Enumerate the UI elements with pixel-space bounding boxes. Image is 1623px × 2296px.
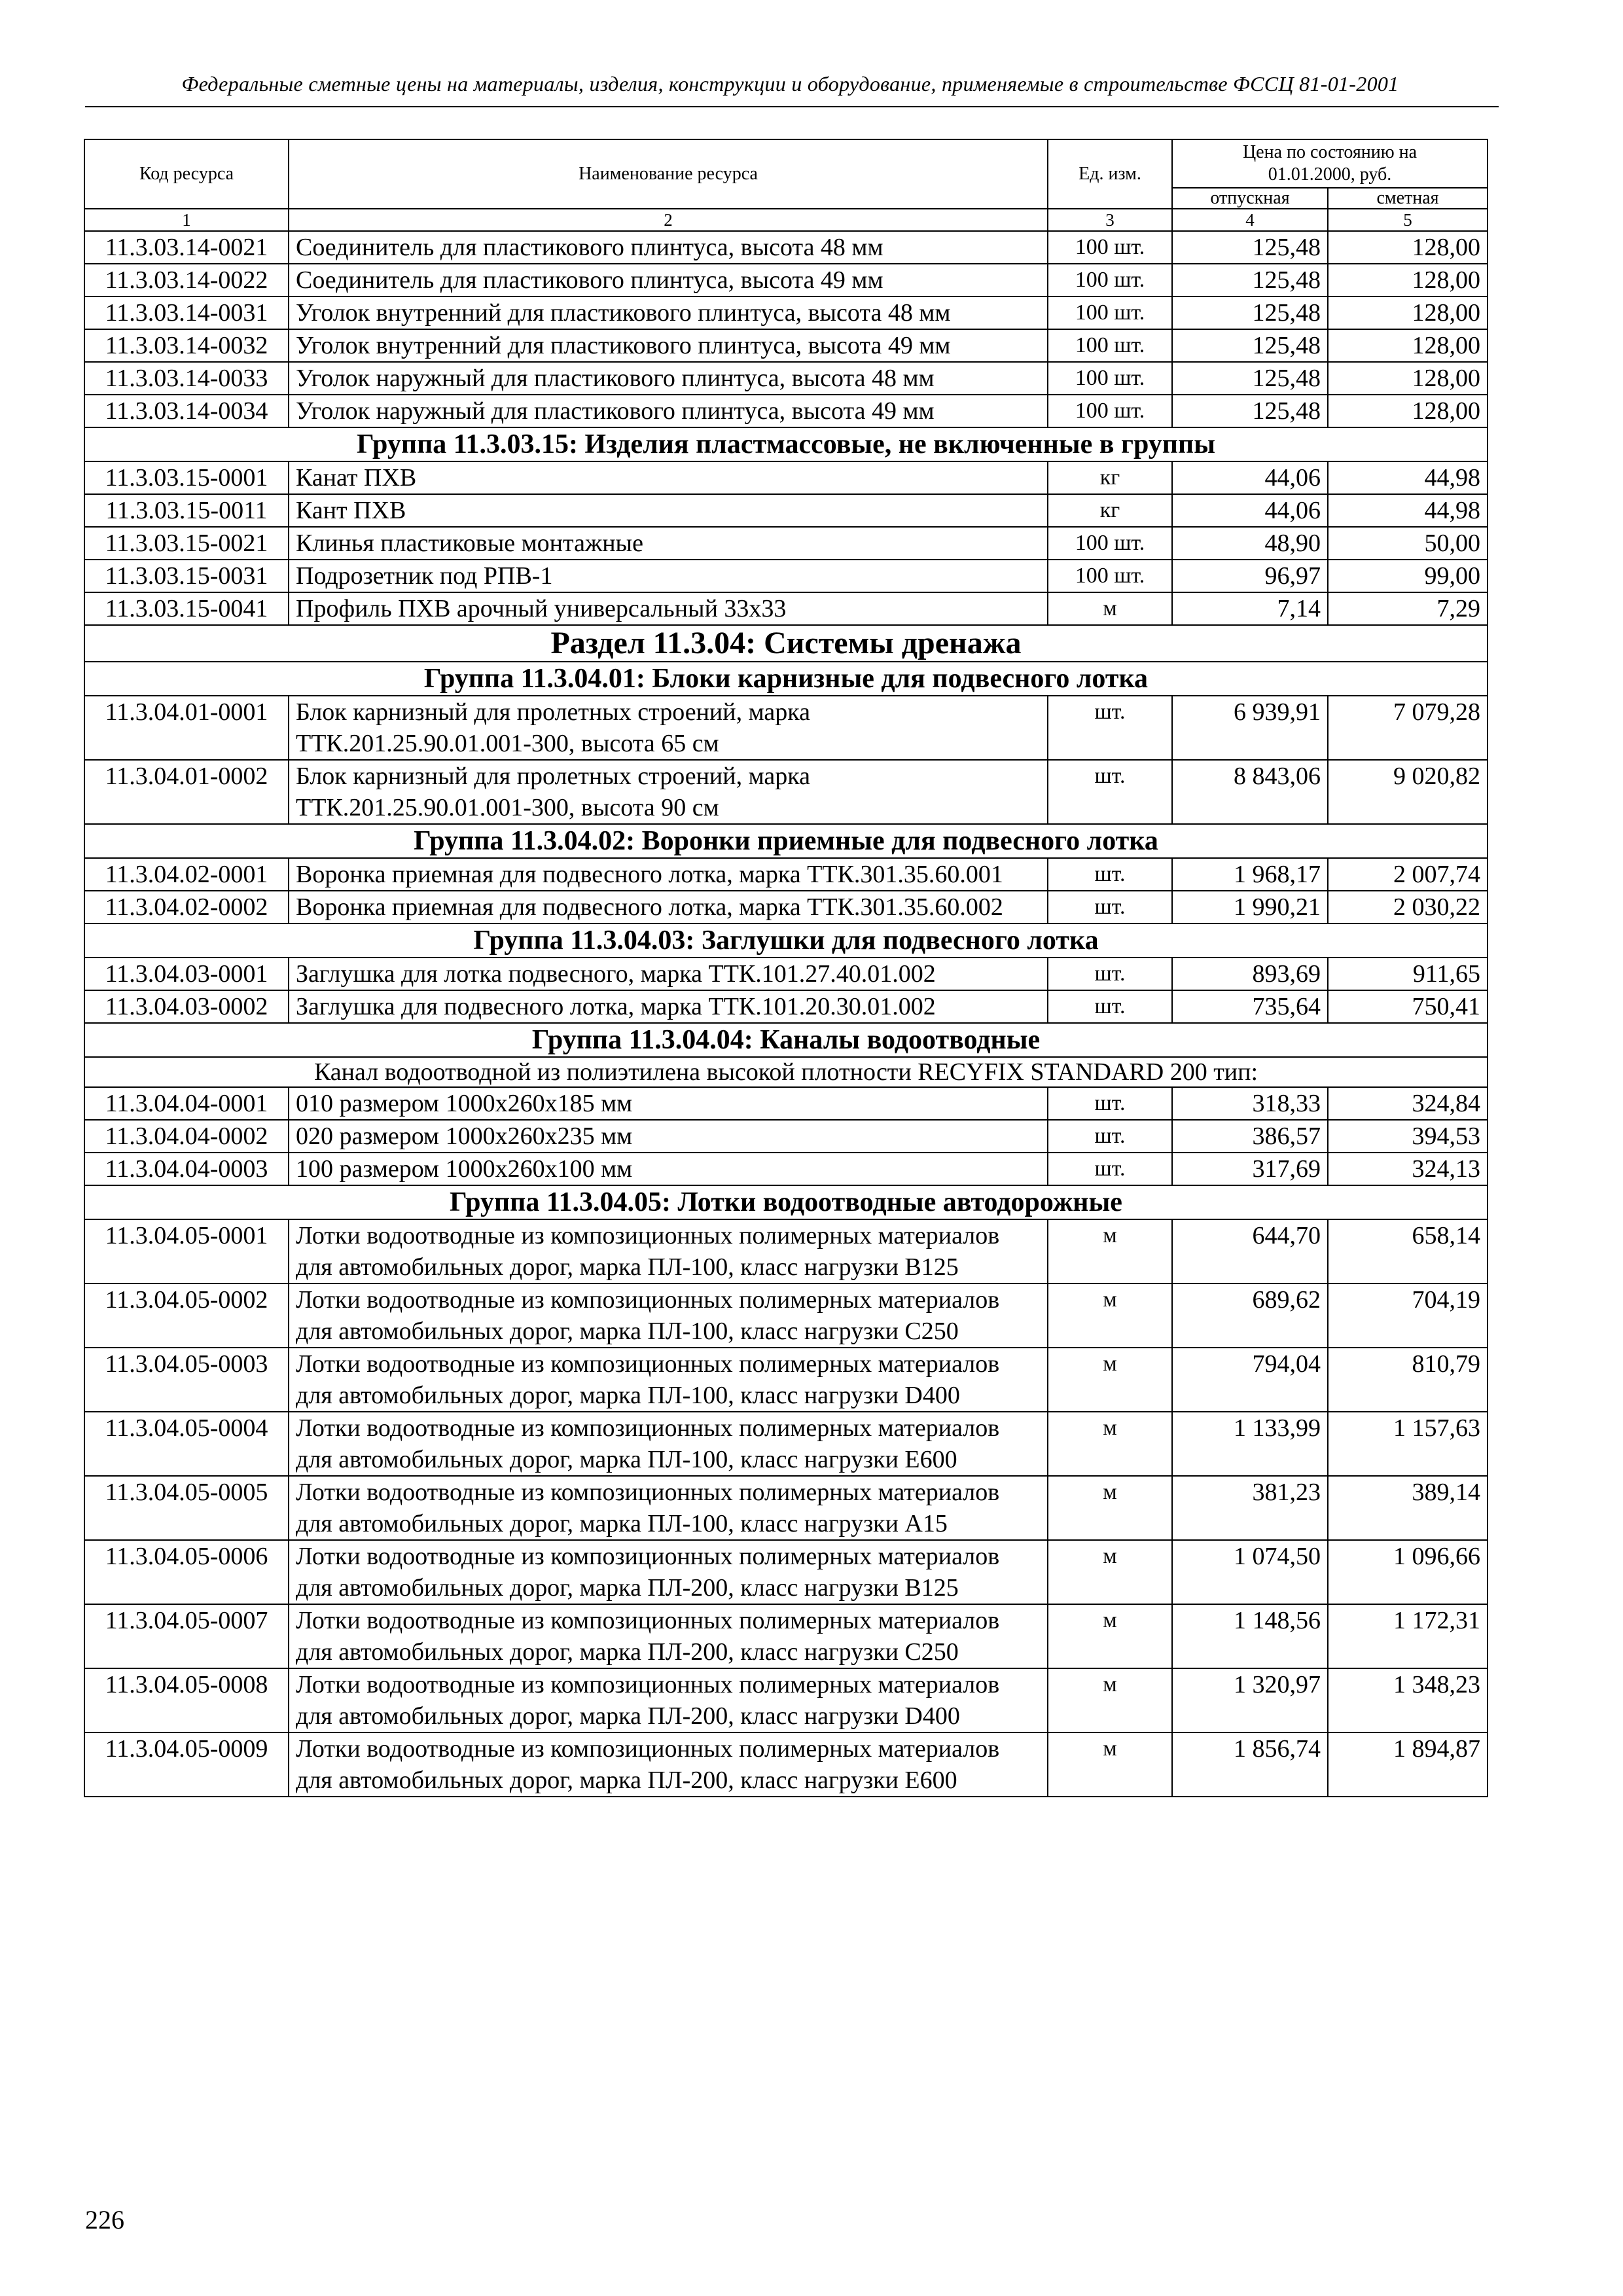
resource-name: Лотки водоотводные из композиционных полимерных материалов для автомобильных дорог, марка ПЛ-200, класс нагрузки В125 <box>289 1540 1048 1604</box>
header-release-price: отпускная <box>1172 188 1328 209</box>
table-row <box>84 1476 1488 1540</box>
group-title: Группа 11.3.04.05: Лотки водоотводные автодорожные <box>84 1185 1488 1219</box>
estimate-price: 810,79 <box>1328 1348 1488 1412</box>
table-row <box>84 1604 1488 1668</box>
column-number: 3 <box>1048 209 1172 231</box>
estimate-price: 128,00 <box>1328 231 1488 264</box>
header-estimate-price: сметная <box>1328 188 1488 209</box>
group-heading-row <box>84 924 1488 958</box>
resource-code: 11.3.03.14-0031 <box>84 296 289 329</box>
release-price: 125,48 <box>1172 395 1328 427</box>
release-price: 1 133,99 <box>1172 1412 1328 1476</box>
table-row <box>84 362 1488 395</box>
header-unit: Ед. изм. <box>1048 139 1172 209</box>
resource-code: 11.3.03.14-0032 <box>84 329 289 362</box>
resource-name: Лотки водоотводные из композиционных полимерных материалов для автомобильных дорог, марка ПЛ-200, класс нагрузки С250 <box>289 1604 1048 1668</box>
release-price: 1 148,56 <box>1172 1604 1328 1668</box>
header-rule <box>85 106 1499 107</box>
estimate-price: 7,29 <box>1328 592 1488 625</box>
resource-code: 11.3.04.04-0003 <box>84 1153 289 1185</box>
table-row <box>84 1153 1488 1185</box>
release-price: 893,69 <box>1172 958 1328 990</box>
resource-name: Лотки водоотводные из композиционных полимерных материалов для автомобильных дорог, марка ПЛ-100, класс нагрузки Е600 <box>289 1412 1048 1476</box>
unit-of-measure: 100 шт. <box>1048 264 1172 296</box>
release-price: 1 074,50 <box>1172 1540 1328 1604</box>
resource-code: 11.3.03.14-0022 <box>84 264 289 296</box>
table-row <box>84 592 1488 625</box>
group-heading-row <box>84 427 1488 461</box>
unit-of-measure: шт. <box>1048 1153 1172 1185</box>
section-title: Раздел 11.3.04: Системы дренажа <box>84 625 1488 662</box>
unit-of-measure: 100 шт. <box>1048 395 1172 427</box>
column-number: 2 <box>289 209 1048 231</box>
estimate-price: 1 096,66 <box>1328 1540 1488 1604</box>
group-heading-row <box>84 662 1488 696</box>
resource-name: 020 размером 1000х260х235 мм <box>289 1120 1048 1153</box>
resource-name: Лотки водоотводные из композиционных полимерных материалов для автомобильных дорог, марка ПЛ-100, класс нагрузки D400 <box>289 1348 1048 1412</box>
resource-code: 11.3.04.02-0002 <box>84 891 289 924</box>
estimate-price: 128,00 <box>1328 395 1488 427</box>
release-price: 794,04 <box>1172 1348 1328 1412</box>
unit-of-measure: м <box>1048 1732 1172 1797</box>
release-price: 125,48 <box>1172 362 1328 395</box>
resource-name: Подрозетник под РПВ-1 <box>289 560 1048 592</box>
column-number: 1 <box>84 209 289 231</box>
release-price: 96,97 <box>1172 560 1328 592</box>
table-row <box>84 1283 1488 1348</box>
resource-code: 11.3.04.05-0001 <box>84 1219 289 1283</box>
group-title: Группа 11.3.04.01: Блоки карнизные для подвесного лотка <box>84 662 1488 696</box>
release-price: 381,23 <box>1172 1476 1328 1540</box>
resource-name: Блок карнизный для пролетных строений, марка ТТК.201.25.90.01.001-300, высота 90 см <box>289 760 1048 824</box>
release-price: 48,90 <box>1172 527 1328 560</box>
resource-code: 11.3.04.05-0005 <box>84 1476 289 1540</box>
unit-of-measure: м <box>1048 592 1172 625</box>
table-row <box>84 858 1488 891</box>
unit-of-measure: м <box>1048 1283 1172 1348</box>
estimate-price: 2 007,74 <box>1328 858 1488 891</box>
resource-code: 11.3.03.14-0033 <box>84 362 289 395</box>
resource-code: 11.3.04.04-0002 <box>84 1120 289 1153</box>
estimate-price: 128,00 <box>1328 296 1488 329</box>
unit-of-measure: шт. <box>1048 891 1172 924</box>
subgroup-note-row <box>84 1057 1488 1087</box>
release-price: 644,70 <box>1172 1219 1328 1283</box>
estimate-price: 911,65 <box>1328 958 1488 990</box>
table-row <box>84 494 1488 527</box>
group-heading-row <box>84 824 1488 858</box>
resource-code: 11.3.03.15-0041 <box>84 592 289 625</box>
resource-name: Лотки водоотводные из композиционных полимерных материалов для автомобильных дорог, марка ПЛ-100, класс нагрузки В125 <box>289 1219 1048 1283</box>
resource-name: Заглушка для подвесного лотка, марка ТТК.101.20.30.01.002 <box>289 990 1048 1023</box>
group-title: Группа 11.3.04.04: Каналы водоотводные <box>84 1023 1488 1057</box>
resource-name: Лотки водоотводные из композиционных полимерных материалов для автомобильных дорог, марка ПЛ-200, класс нагрузки Е600 <box>289 1732 1048 1797</box>
table-row <box>84 1668 1488 1732</box>
table-row <box>84 891 1488 924</box>
estimate-price: 394,53 <box>1328 1120 1488 1153</box>
table-header <box>84 139 1488 231</box>
table-row <box>84 958 1488 990</box>
table-row <box>84 760 1488 824</box>
release-price: 125,48 <box>1172 329 1328 362</box>
unit-of-measure: м <box>1048 1219 1172 1283</box>
release-price: 8 843,06 <box>1172 760 1328 824</box>
unit-of-measure: м <box>1048 1412 1172 1476</box>
subgroup-note: Канал водоотводной из полиэтилена высокой плотности RECYFIX STANDARD 200 тип: <box>84 1057 1488 1087</box>
unit-of-measure: 100 шт. <box>1048 560 1172 592</box>
group-title: Группа 11.3.04.02: Воронки приемные для подвесного лотка <box>84 824 1488 858</box>
unit-of-measure: шт. <box>1048 958 1172 990</box>
group-heading-row <box>84 1185 1488 1219</box>
resource-code: 11.3.04.05-0006 <box>84 1540 289 1604</box>
resource-name: Лотки водоотводные из композиционных полимерных материалов для автомобильных дорог, марка ПЛ-100, класс нагрузки А15 <box>289 1476 1048 1540</box>
unit-of-measure: 100 шт. <box>1048 527 1172 560</box>
release-price: 125,48 <box>1172 264 1328 296</box>
resource-code: 11.3.03.14-0034 <box>84 395 289 427</box>
resource-code: 11.3.04.05-0002 <box>84 1283 289 1348</box>
resource-name: Клинья пластиковые монтажные <box>289 527 1048 560</box>
estimate-price: 750,41 <box>1328 990 1488 1023</box>
resource-name: Лотки водоотводные из композиционных полимерных материалов для автомобильных дорог, марка ПЛ-100, класс нагрузки С250 <box>289 1283 1048 1348</box>
resource-code: 11.3.03.15-0011 <box>84 494 289 527</box>
resource-name: Канат ПХВ <box>289 461 1048 494</box>
estimate-price: 1 894,87 <box>1328 1732 1488 1797</box>
unit-of-measure: кг <box>1048 461 1172 494</box>
resource-code: 11.3.04.05-0008 <box>84 1668 289 1732</box>
resource-name: Блок карнизный для пролетных строений, марка ТТК.201.25.90.01.001-300, высота 65 см <box>289 696 1048 760</box>
table-row <box>84 990 1488 1023</box>
release-price: 735,64 <box>1172 990 1328 1023</box>
estimate-price: 1 172,31 <box>1328 1604 1488 1668</box>
resource-code: 11.3.04.05-0004 <box>84 1412 289 1476</box>
resource-code: 11.3.03.15-0021 <box>84 527 289 560</box>
resource-name: Профиль ПХВ арочный универсальный 33х33 <box>289 592 1048 625</box>
unit-of-measure: м <box>1048 1348 1172 1412</box>
resource-code: 11.3.04.05-0009 <box>84 1732 289 1797</box>
table-row <box>84 1219 1488 1283</box>
estimate-price: 7 079,28 <box>1328 696 1488 760</box>
resource-name: Уголок внутренний для пластикового плинтуса, высота 48 мм <box>289 296 1048 329</box>
estimate-price: 99,00 <box>1328 560 1488 592</box>
resource-code: 11.3.03.15-0001 <box>84 461 289 494</box>
estimate-price: 128,00 <box>1328 362 1488 395</box>
release-price: 317,69 <box>1172 1153 1328 1185</box>
release-price: 1 320,97 <box>1172 1668 1328 1732</box>
group-title: Группа 11.3.04.03: Заглушки для подвесного лотка <box>84 924 1488 958</box>
header-price: Цена по состоянию на 01.01.2000, руб. <box>1172 139 1488 188</box>
release-price: 44,06 <box>1172 494 1328 527</box>
estimate-price: 50,00 <box>1328 527 1488 560</box>
resource-name: Воронка приемная для подвесного лотка, марка ТТК.301.35.60.001 <box>289 858 1048 891</box>
unit-of-measure: шт. <box>1048 1120 1172 1153</box>
table-row <box>84 1412 1488 1476</box>
estimate-price: 324,84 <box>1328 1087 1488 1120</box>
group-heading-row <box>84 1023 1488 1057</box>
section-heading-row <box>84 625 1488 662</box>
unit-of-measure: м <box>1048 1604 1172 1668</box>
column-number: 4 <box>1172 209 1328 231</box>
price-table <box>84 139 1488 1797</box>
estimate-price: 704,19 <box>1328 1283 1488 1348</box>
unit-of-measure: м <box>1048 1540 1172 1604</box>
estimate-price: 389,14 <box>1328 1476 1488 1540</box>
group-title: Группа 11.3.03.15: Изделия пластмассовые, не включенные в группы <box>84 427 1488 461</box>
page-number: 226 <box>85 2205 124 2234</box>
table-row <box>84 395 1488 427</box>
resource-code: 11.3.03.15-0031 <box>84 560 289 592</box>
table-row <box>84 1120 1488 1153</box>
resource-name: Уголок наружный для пластикового плинтуса, высота 49 мм <box>289 395 1048 427</box>
unit-of-measure: 100 шт. <box>1048 329 1172 362</box>
release-price: 689,62 <box>1172 1283 1328 1348</box>
table-row <box>84 264 1488 296</box>
estimate-price: 1 348,23 <box>1328 1668 1488 1732</box>
unit-of-measure: шт. <box>1048 760 1172 824</box>
resource-name: Соединитель для пластикового плинтуса, высота 48 мм <box>289 231 1048 264</box>
unit-of-measure: шт. <box>1048 696 1172 760</box>
unit-of-measure: шт. <box>1048 990 1172 1023</box>
unit-of-measure: 100 шт. <box>1048 296 1172 329</box>
table-row <box>84 296 1488 329</box>
table-row <box>84 527 1488 560</box>
release-price: 7,14 <box>1172 592 1328 625</box>
column-numbers-row <box>84 209 1488 231</box>
table-row <box>84 1732 1488 1797</box>
unit-of-measure: шт. <box>1048 1087 1172 1120</box>
estimate-price: 658,14 <box>1328 1219 1488 1283</box>
estimate-price: 44,98 <box>1328 494 1488 527</box>
estimate-price: 2 030,22 <box>1328 891 1488 924</box>
release-price: 1 968,17 <box>1172 858 1328 891</box>
unit-of-measure: 100 шт. <box>1048 231 1172 264</box>
unit-of-measure: кг <box>1048 494 1172 527</box>
table-row <box>84 1348 1488 1412</box>
estimate-price: 324,13 <box>1328 1153 1488 1185</box>
estimate-price: 44,98 <box>1328 461 1488 494</box>
release-price: 318,33 <box>1172 1087 1328 1120</box>
resource-code: 11.3.04.02-0001 <box>84 858 289 891</box>
resource-name: Соединитель для пластикового плинтуса, высота 49 мм <box>289 264 1048 296</box>
table-row <box>84 1540 1488 1604</box>
release-price: 125,48 <box>1172 231 1328 264</box>
resource-name: Воронка приемная для подвесного лотка, марка ТТК.301.35.60.002 <box>289 891 1048 924</box>
release-price: 386,57 <box>1172 1120 1328 1153</box>
resource-name: 010 размером 1000х260х185 мм <box>289 1087 1048 1120</box>
running-header: Федеральные сметные цены на материалы, изделия, конструкции и оборудование, применяемые в строительстве ФССЦ 81-01-2001 <box>181 72 1399 96</box>
table-row <box>84 696 1488 760</box>
estimate-price: 128,00 <box>1328 329 1488 362</box>
release-price: 1 990,21 <box>1172 891 1328 924</box>
resource-code: 11.3.04.01-0002 <box>84 760 289 824</box>
resource-name: Лотки водоотводные из композиционных полимерных материалов для автомобильных дорог, марка ПЛ-200, класс нагрузки D400 <box>289 1668 1048 1732</box>
release-price: 125,48 <box>1172 296 1328 329</box>
header-code: Код ресурса <box>84 139 289 209</box>
table-body <box>84 231 1488 1797</box>
resource-code: 11.3.04.05-0007 <box>84 1604 289 1668</box>
unit-of-measure: шт. <box>1048 858 1172 891</box>
resource-code: 11.3.04.03-0001 <box>84 958 289 990</box>
estimate-price: 1 157,63 <box>1328 1412 1488 1476</box>
unit-of-measure: м <box>1048 1668 1172 1732</box>
estimate-price: 128,00 <box>1328 264 1488 296</box>
unit-of-measure: 100 шт. <box>1048 362 1172 395</box>
table-row <box>84 560 1488 592</box>
unit-of-measure: м <box>1048 1476 1172 1540</box>
resource-code: 11.3.03.14-0021 <box>84 231 289 264</box>
resource-name: 100 размером 1000х260х100 мм <box>289 1153 1048 1185</box>
column-number: 5 <box>1328 209 1488 231</box>
table-row <box>84 461 1488 494</box>
table-row <box>84 231 1488 264</box>
release-price: 44,06 <box>1172 461 1328 494</box>
resource-name: Кант ПХВ <box>289 494 1048 527</box>
resource-code: 11.3.04.04-0001 <box>84 1087 289 1120</box>
table-row <box>84 1087 1488 1120</box>
release-price: 6 939,91 <box>1172 696 1328 760</box>
resource-code: 11.3.04.03-0002 <box>84 990 289 1023</box>
resource-code: 11.3.04.05-0003 <box>84 1348 289 1412</box>
resource-code: 11.3.04.01-0001 <box>84 696 289 760</box>
table-row <box>84 329 1488 362</box>
resource-name: Заглушка для лотка подвесного, марка ТТК.101.27.40.01.002 <box>289 958 1048 990</box>
release-price: 1 856,74 <box>1172 1732 1328 1797</box>
estimate-price: 9 020,82 <box>1328 760 1488 824</box>
header-name: Наименование ресурса <box>289 139 1048 209</box>
resource-name: Уголок наружный для пластикового плинтуса, высота 48 мм <box>289 362 1048 395</box>
resource-name: Уголок внутренний для пластикового плинтуса, высота 49 мм <box>289 329 1048 362</box>
